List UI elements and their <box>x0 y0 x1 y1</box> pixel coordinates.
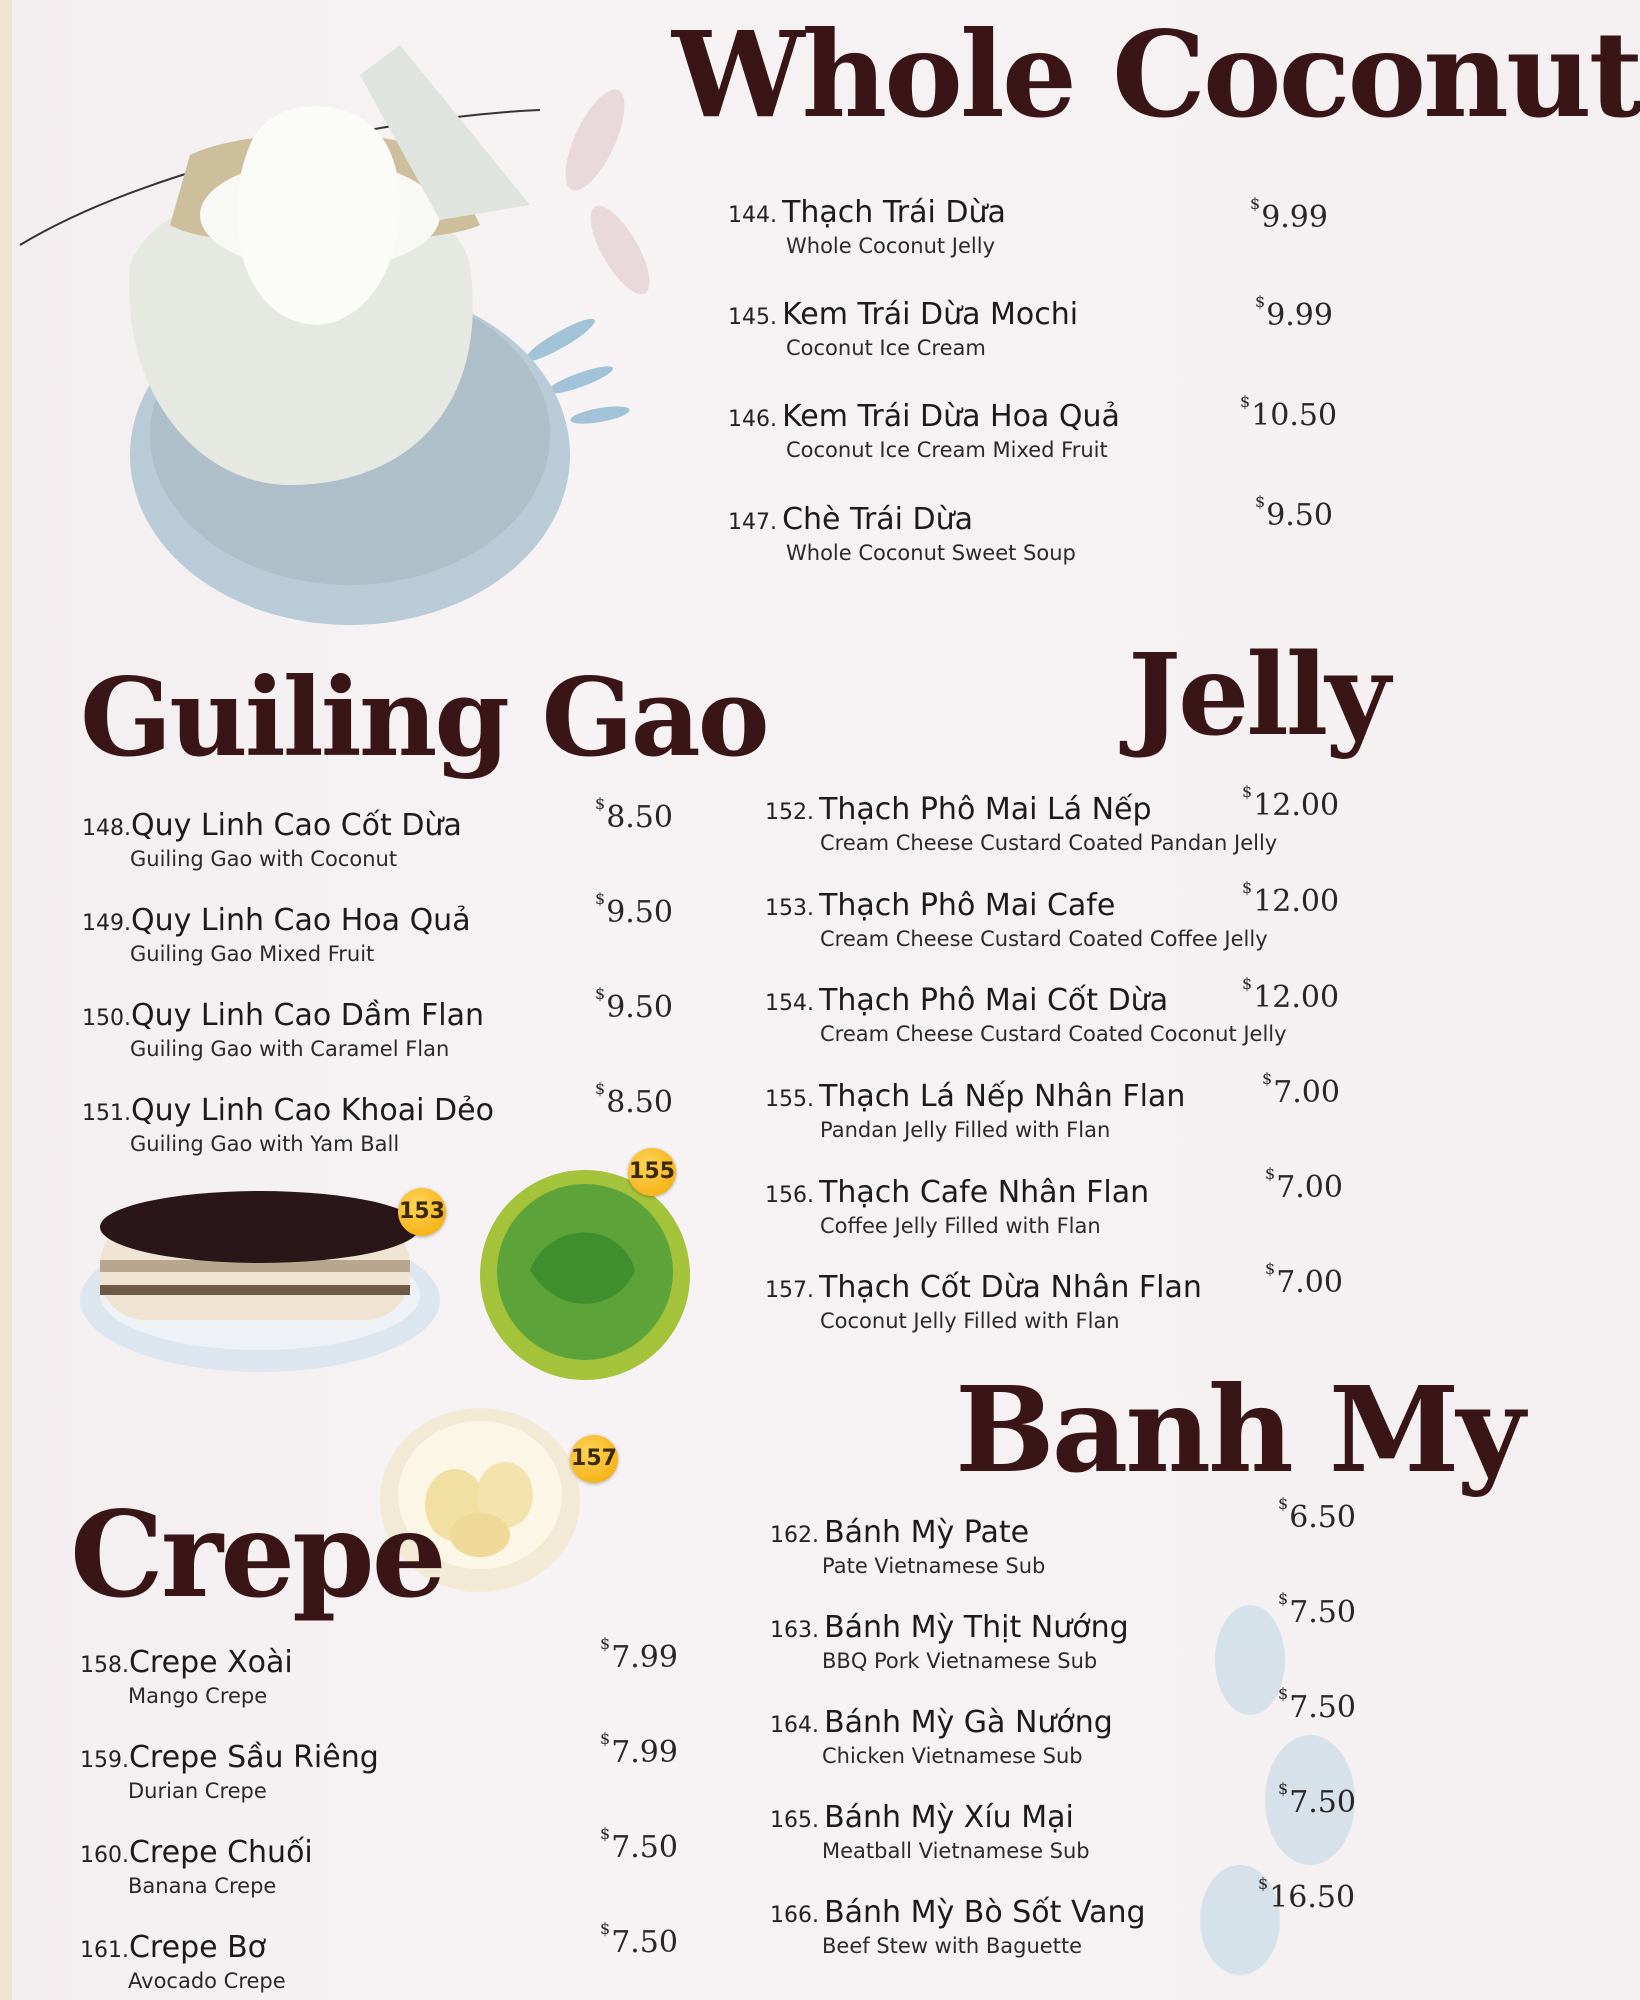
item-price: $7.50 <box>600 1824 678 1865</box>
item-price: $12.00 <box>1242 782 1340 823</box>
item-number: 156. <box>765 1183 814 1208</box>
item-name-vn: Thạch Phô Mai Lá Nếp <box>819 792 1152 827</box>
item-number: 144. <box>728 203 777 228</box>
item-name-en: Whole Coconut Sweet Soup <box>786 541 1076 565</box>
item-number: 159. <box>80 1748 129 1773</box>
menu-item <box>82 1093 494 1156</box>
item-number: 146. <box>728 407 777 432</box>
item-name-vn: Bánh Mỳ Bò Sốt Vang <box>824 1895 1146 1930</box>
item-price: $7.00 <box>1265 1164 1343 1205</box>
item-number: 162. <box>770 1523 819 1548</box>
item-name-vn: Bánh Mỳ Pate <box>824 1515 1030 1550</box>
item-number: 145. <box>728 305 777 330</box>
item-name-en: Coconut Jelly Filled with Flan <box>820 1309 1120 1333</box>
menu-item <box>770 1800 1090 1863</box>
item-name-vn: Bánh Mỳ Gà Nướng <box>824 1705 1113 1740</box>
item-name-en: Guiling Gao with Yam Ball <box>130 1132 400 1156</box>
item-number: 163. <box>770 1618 819 1643</box>
item-price: $7.99 <box>600 1729 678 1770</box>
item-price: $7.50 <box>1278 1684 1356 1725</box>
item-name-en: Cream Cheese Custard Coated Coconut Jelly <box>820 1022 1287 1046</box>
menu-item <box>80 1645 293 1708</box>
item-name-en: Guiling Gao Mixed Fruit <box>130 942 375 966</box>
item-number: 164. <box>770 1713 819 1738</box>
menu-item <box>728 399 1120 462</box>
item-number: 166. <box>770 1903 819 1928</box>
item-name-en: Avocado Crepe <box>128 1969 286 1993</box>
item-badge: 157 <box>570 1435 618 1483</box>
menu-item <box>82 903 471 966</box>
item-name-en: BBQ Pork Vietnamese Sub <box>822 1649 1098 1673</box>
section-title-jelly: Jelly <box>1128 630 1388 761</box>
item-number: 155. <box>765 1087 814 1112</box>
item-name-vn: Thạch Cafe Nhân Flan <box>819 1175 1150 1210</box>
item-price: $8.50 <box>595 1079 673 1120</box>
item-price: $9.99 <box>1250 194 1328 235</box>
item-name-en: Chicken Vietnamese Sub <box>822 1744 1083 1768</box>
item-name-vn: Thạch Trái Dừa <box>782 195 1006 230</box>
item-name-en: Beef Stew with Baguette <box>822 1934 1083 1958</box>
item-price: $7.50 <box>1278 1589 1356 1630</box>
item-name-en: Meatball Vietnamese Sub <box>822 1839 1090 1863</box>
section-title-crepe: Crepe <box>70 1485 444 1624</box>
menu-item <box>765 888 1268 951</box>
item-number: 165. <box>770 1808 819 1833</box>
item-price: $12.00 <box>1242 974 1340 1015</box>
menu-item <box>770 1610 1129 1673</box>
item-name-vn: Chè Trái Dừa <box>782 502 974 537</box>
item-name-vn: Quy Linh Cao Hoa Quả <box>130 903 471 938</box>
item-price: $10.50 <box>1240 392 1338 433</box>
item-price: $12.00 <box>1242 878 1340 919</box>
item-name-vn: Thạch Cốt Dừa Nhân Flan <box>819 1270 1202 1305</box>
item-name-vn: Crepe Xoài <box>128 1645 293 1680</box>
item-number: 149. <box>82 911 131 936</box>
item-number: 147. <box>728 510 777 535</box>
menu-item <box>765 1079 1185 1142</box>
item-number: 158. <box>80 1653 129 1678</box>
item-badge: 155 <box>628 1148 676 1196</box>
menu-item <box>728 502 1076 565</box>
item-name-en: Coconut Ice Cream Mixed Fruit <box>786 438 1108 462</box>
item-price: $9.50 <box>595 984 673 1025</box>
menu-item <box>765 983 1287 1046</box>
item-name-vn: Quy Linh Cao Cốt Dừa <box>130 808 462 843</box>
item-badge: 153 <box>398 1188 446 1236</box>
coffee-jelly-cake-photo <box>70 1185 450 1385</box>
item-name-en: Pate Vietnamese Sub <box>822 1554 1046 1578</box>
item-name-vn: Kem Trái Dừa Hoa Quả <box>782 399 1120 434</box>
item-name-en: Cream Cheese Custard Coated Pandan Jelly <box>820 831 1278 855</box>
item-name-en: Coffee Jelly Filled with Flan <box>820 1214 1101 1238</box>
menu-item <box>770 1705 1113 1768</box>
item-name-en: Banana Crepe <box>128 1874 277 1898</box>
menu-item <box>80 1835 313 1898</box>
item-name-vn: Crepe Bơ <box>128 1930 267 1965</box>
menu-item <box>82 998 484 1061</box>
menu-item <box>765 792 1277 855</box>
item-name-en: Pandan Jelly Filled with Flan <box>820 1118 1111 1142</box>
item-price: $8.50 <box>595 794 673 835</box>
pandan-jelly-photo <box>470 1160 700 1380</box>
menu-item <box>728 297 1078 360</box>
item-price: $7.00 <box>1262 1069 1340 1110</box>
section-title-guiling-gao: Guiling Gao <box>80 655 767 781</box>
item-number: 153. <box>765 896 814 921</box>
item-name-vn: Crepe Sầu Riêng <box>128 1740 379 1775</box>
coconut-photo <box>20 15 540 635</box>
menu-item <box>80 1930 286 1993</box>
menu-item <box>770 1515 1045 1578</box>
item-price: $16.50 <box>1258 1874 1356 1915</box>
menu-item <box>728 195 1006 258</box>
menu-item <box>765 1175 1149 1238</box>
item-number: 157. <box>765 1278 814 1303</box>
item-price: $7.00 <box>1265 1259 1343 1300</box>
item-number: 151. <box>82 1101 131 1126</box>
item-name-en: Guiling Gao with Coconut <box>130 847 398 871</box>
item-name-vn: Quy Linh Cao Dầm Flan <box>130 998 484 1033</box>
item-name-vn: Bánh Mỳ Thịt Nướng <box>824 1610 1129 1645</box>
item-number: 150. <box>82 1006 131 1031</box>
item-price: $9.99 <box>1255 292 1333 333</box>
menu-item <box>770 1895 1146 1958</box>
item-number: 154. <box>765 991 814 1016</box>
item-name-en: Guiling Gao with Caramel Flan <box>130 1037 450 1061</box>
item-name-en: Whole Coconut Jelly <box>786 234 995 258</box>
item-price: $7.99 <box>600 1634 678 1675</box>
item-price: $9.50 <box>1255 492 1333 533</box>
item-name-en: Durian Crepe <box>128 1779 267 1803</box>
item-name-vn: Thạch Phô Mai Cốt Dừa <box>819 983 1169 1018</box>
item-name-vn: Thạch Lá Nếp Nhân Flan <box>819 1079 1186 1114</box>
item-name-vn: Thạch Phô Mai Cafe <box>819 888 1116 923</box>
item-price: $7.50 <box>600 1919 678 1960</box>
item-price: $6.50 <box>1278 1494 1356 1535</box>
section-title-banh-my: Banh My <box>955 1360 1523 1499</box>
page-edge <box>0 0 12 2000</box>
menu-item <box>80 1740 379 1803</box>
menu-item <box>765 1270 1202 1333</box>
menu-item <box>82 808 462 871</box>
item-name-en: Coconut Ice Cream <box>786 336 986 360</box>
item-price: $7.50 <box>1278 1779 1356 1820</box>
item-price: $9.50 <box>595 889 673 930</box>
item-name-vn: Crepe Chuối <box>128 1835 313 1870</box>
item-name-en: Cream Cheese Custard Coated Coffee Jelly <box>820 927 1268 951</box>
item-name-vn: Quy Linh Cao Khoai Dẻo <box>130 1093 494 1128</box>
item-name-vn: Bánh Mỳ Xíu Mại <box>824 1800 1074 1835</box>
item-name-vn: Kem Trái Dừa Mochi <box>782 297 1079 332</box>
item-number: 161. <box>80 1938 129 1963</box>
item-number: 148. <box>82 816 131 841</box>
section-title-whole-coconut: Whole Coconut <box>672 5 1640 144</box>
item-name-en: Mango Crepe <box>128 1684 268 1708</box>
item-number: 152. <box>765 800 814 825</box>
item-number: 160. <box>80 1843 129 1868</box>
